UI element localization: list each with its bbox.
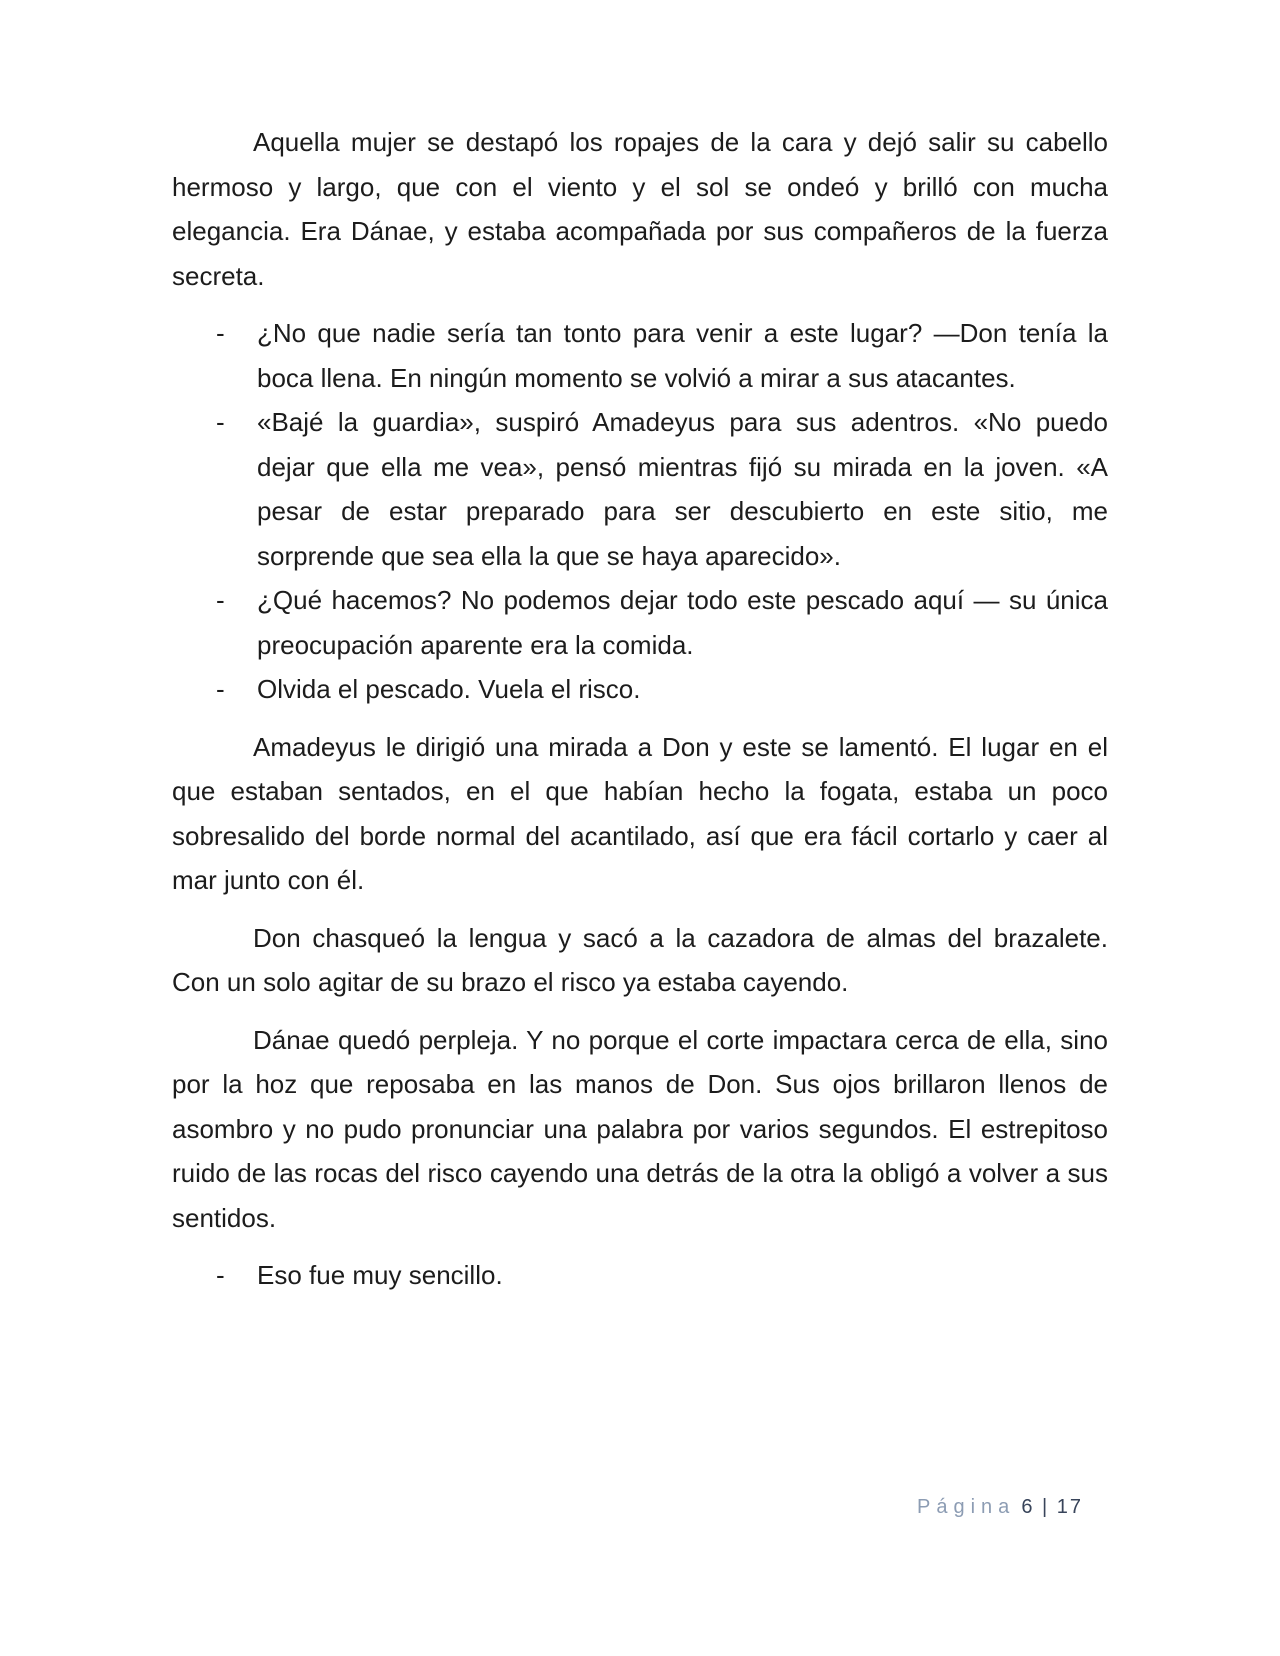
dash-bullet: - [216,318,225,348]
footer-page-label: Página [917,1496,1016,1518]
dash-bullet: - [216,585,225,615]
list-item [172,667,1108,712]
list-item [172,400,1108,578]
list-item-text: «Bajé la guardia», suspiró Amadeyus para sus adentros. «No puedo dejar que ella me vea», pensó mientras fijó su mirada en la joven. «A pesar de estar preparado para ser descubierto en este sitio, me sorprende que sea ella la que se haya aparecido». [257,407,1108,571]
paragraph: Amadeyus le dirigió una mirada a Don y este se lamentó. El lugar en el que estaban sentados, en el que habían hecho la fogata, estaba un poco sobresalido del borde normal del acantilado, así que era fácil cortarlo y caer al mar junto con él. [172,731,1108,895]
list-item [172,1253,1108,1298]
page-footer [917,1496,1083,1519]
footer-page-number: 6 | 17 [1021,1496,1083,1518]
paragraph: Aquella mujer se destapó los ropajes de la cara y dejó salir su cabello hermoso y largo, que con el viento y el sol se ondeó y brilló con mucha elegancia. Era Dánae, y estaba acompañada por sus compañeros de la fuerza secreta. [172,127,1108,291]
dash-bullet: - [216,674,225,704]
page-body-text [172,120,1108,1311]
dash-bullet: - [216,1260,225,1290]
dash-bullet: - [216,407,225,437]
list-item-text: Olvida el pescado. Vuela el risco. [257,674,641,704]
list-item-text: ¿Qué hacemos? No podemos dejar todo este pescado aquí — su única preocupación aparente era la comida. [257,585,1108,660]
list-item [172,311,1108,400]
dialogue-list [172,1253,1108,1298]
list-item-text: ¿No que nadie sería tan tonto para venir a este lugar? —Don tenía la boca llena. En ningún momento se volvió a mirar a sus atacantes. [257,318,1108,393]
list-item-text: Eso fue muy sencillo. [257,1260,503,1290]
dialogue-list [172,311,1108,712]
paragraph: Don chasqueó la lengua y sacó a la cazadora de almas del brazalete. Con un solo agitar de su brazo el risco ya estaba cayendo. [172,922,1108,997]
paragraph: Dánae quedó perpleja. Y no porque el corte impactara cerca de ella, sino por la hoz que reposaba en las manos de Don. Sus ojos brillaron llenos de asombro y no pudo pronunciar una palabra por varios segundos. El estrepitoso ruido de las rocas del risco cayendo una detrás de la otra la obligó a volver a sus sentidos. [172,1024,1108,1233]
list-item [172,578,1108,667]
